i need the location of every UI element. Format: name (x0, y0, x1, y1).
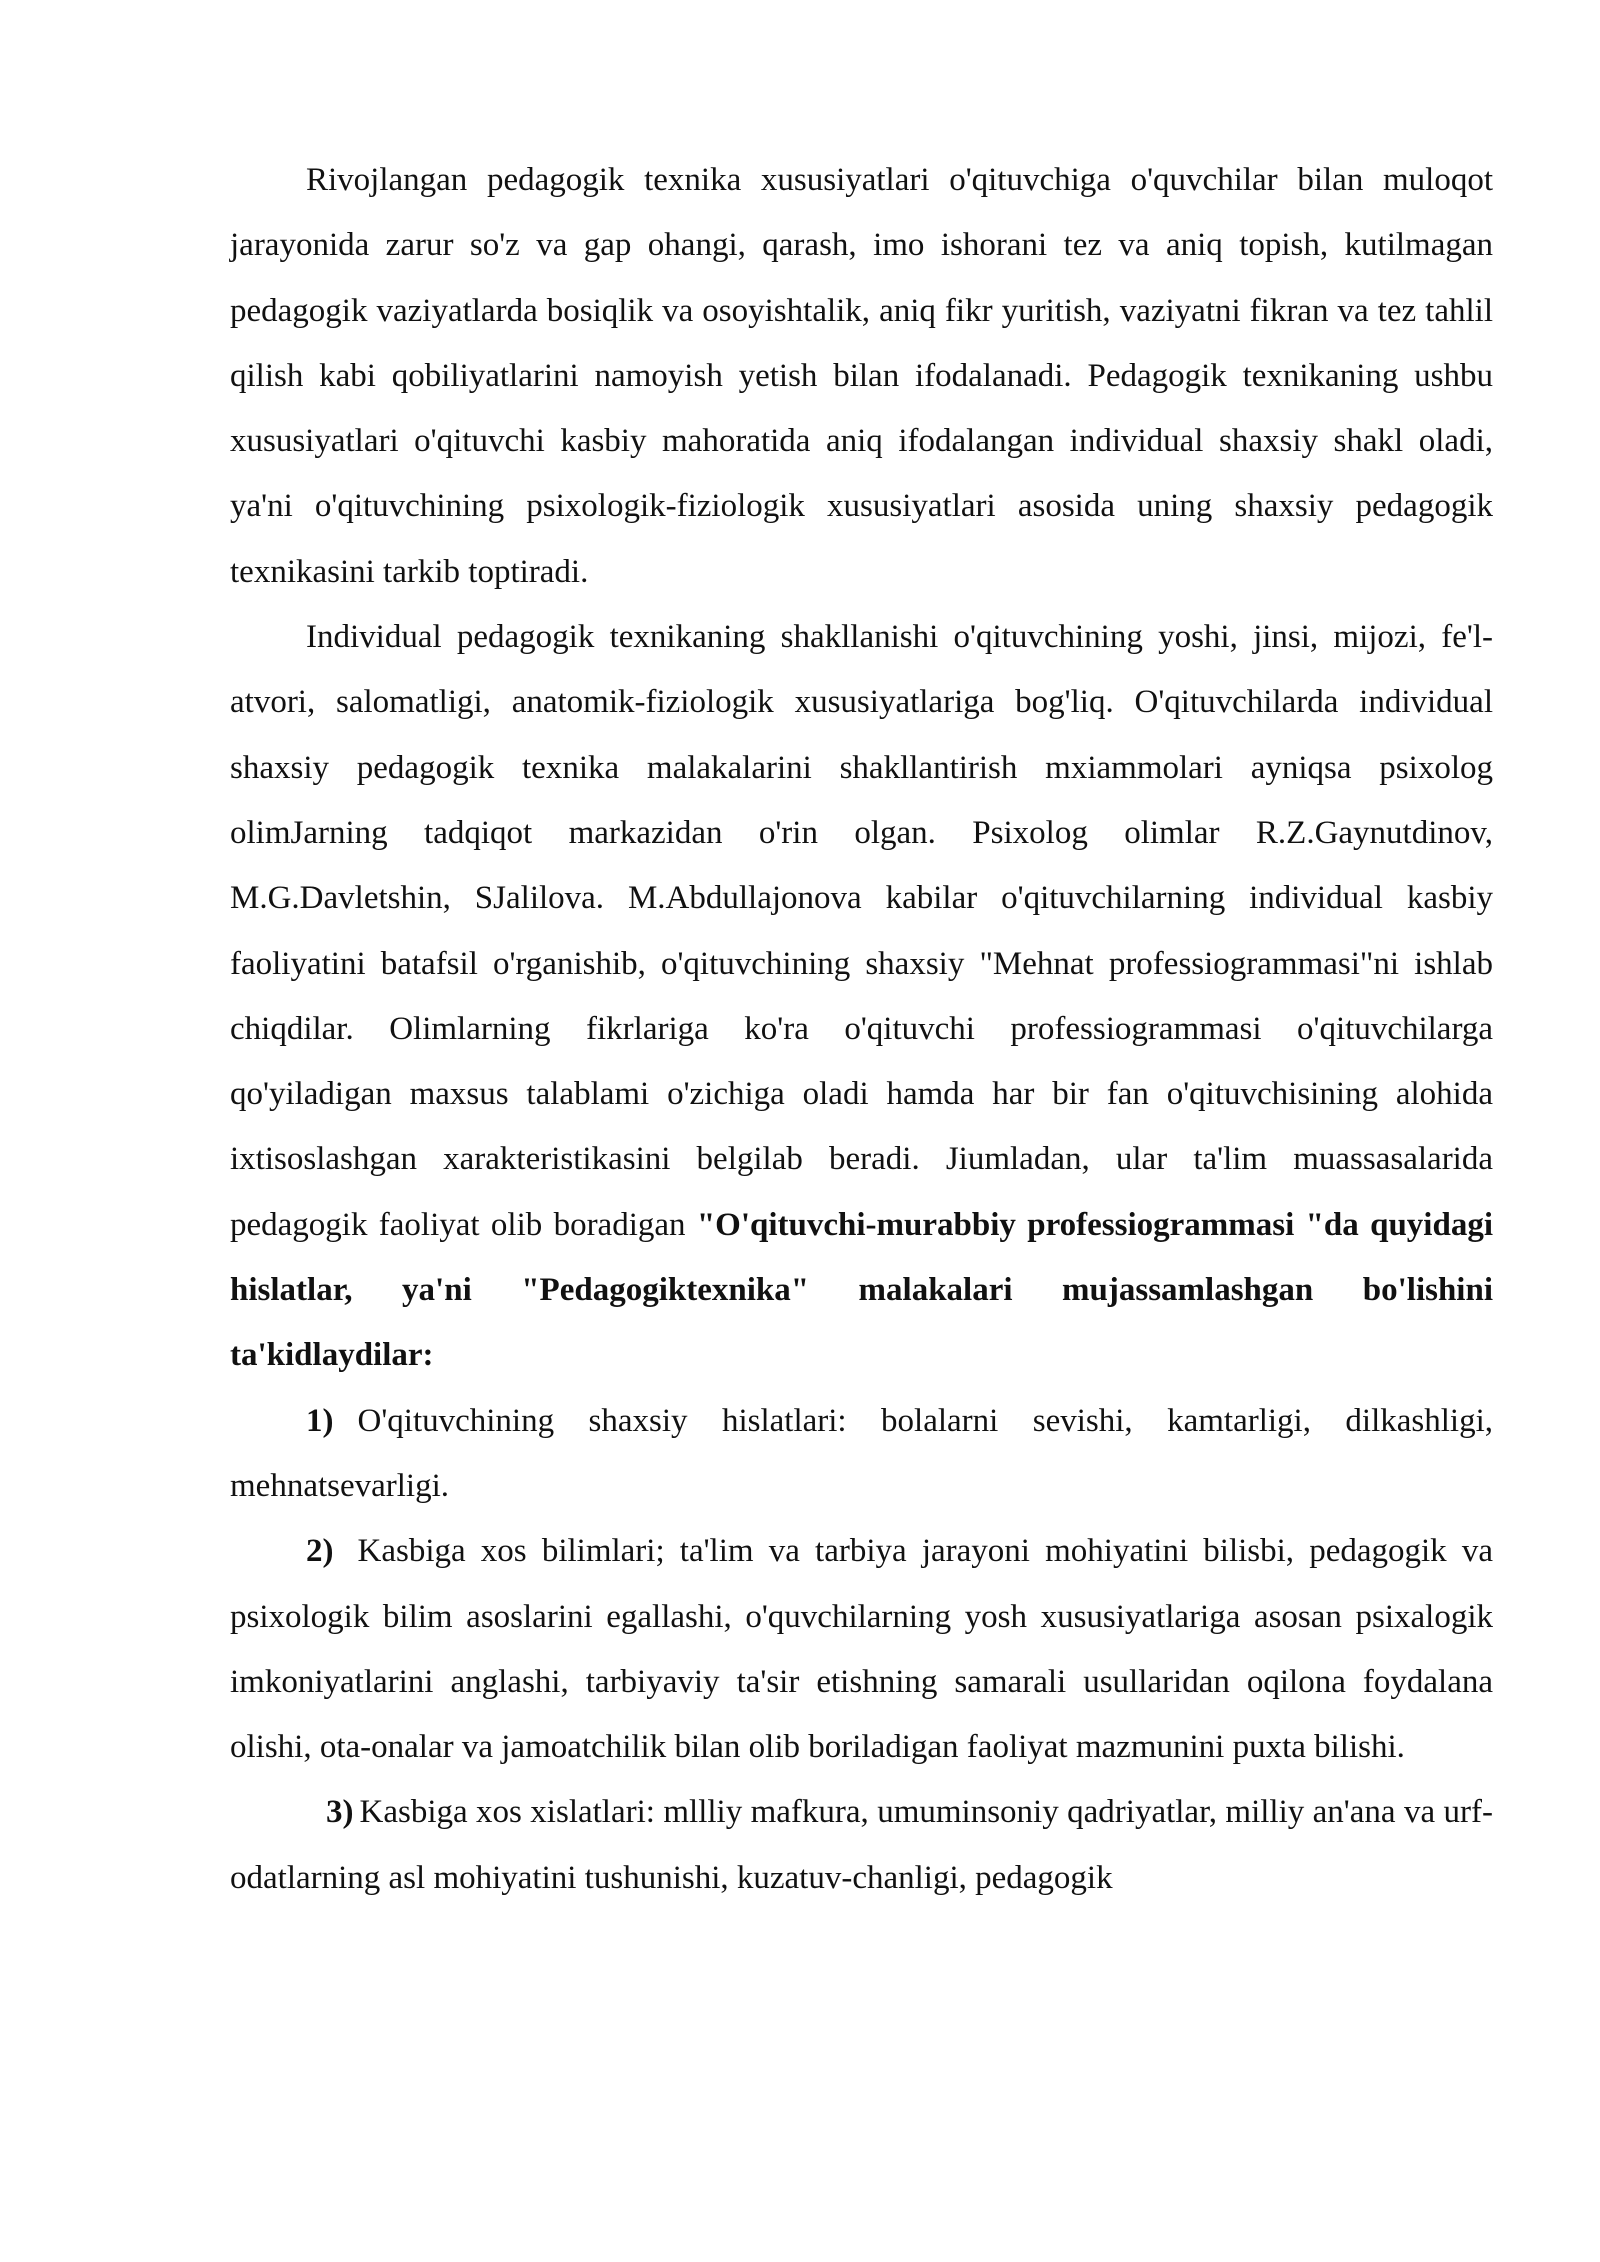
list-item-text: Kasbiga xos bilimlari; ta'lim va tarbiya jarayoni mohiyatini bilisbi, pedagogik va psixologik bilim asoslarini egallashi, o'quvchilarning yosh xususiyatlariga asosan psixalogik imkoniyatlarini anglashi, tarbiyaviy ta'sir etishning samarali usullaridan oqilona foydalana olishi, ota-onalar va jamoatchilik bilan olib boriladigan faoliyat mazmunini puxta bilishi. (230, 1533, 1493, 1766)
paragraph-individual-technique (230, 605, 1493, 1389)
paragraph-bold-emphasis: "O'qituvchi-murabbiy professiogrammasi "da quyidagi hislatlar, ya'ni "Pedagogiktexnika" malakalari mujassamlashgan bo'lishini ta'kidlaydilar: (230, 1206, 1493, 1374)
list-item (230, 1519, 1493, 1780)
document-page (230, 148, 1493, 1911)
list-item-number: 2) (306, 1533, 334, 1570)
list-item-number: 3) (326, 1794, 354, 1831)
list-item (230, 1389, 1493, 1520)
paragraph-body-text: Individual pedagogik texnikaning shakllanishi o'qituvchining yoshi, jinsi, mijozi, fe'l-atvori, salomatligi, anatomik-fiziologik xususiyatlariga bog'liq. O'qituvchilarda individual shaxsiy pedagogik texnika malakalarini shakllantirish mxiammolari ayniqsa psixolog olimJarning tadqiqot markazidan o'rin olgan. Psixolog olimlar R.Z.Gaynutdinov, M.G.Davletshin, SJalilova. M.Abdullajonova kabilar o'qituvchilarning individual kasbiy faoliyatini batafsil o'rganishib, o'qituvchining shaxsiy "Mehnat professiogrammasi"ni ishlab chiqdilar. Olimlarning fikrlariga ko'ra o'qituvchi professiogrammasi o'qituvchilarga qo'yiladigan maxsus talablami o'zichiga oladi hamda har bir fan o'qituvchisining alohida ixtisoslashgan xarakteristikasini belgilab beradi. Jiumladan, ular ta'lim muassasalarida pedagogik faoliyat olib boradigan (230, 619, 1493, 1243)
paragraph-pedagogical-technique: Rivojlangan pedagogik texnika xususiyatlari o'qituvchiga o'quvchilar bilan muloqot jarayonida zarur so'z va gap ohangi, qarash, imo ishorani tez va aniq topish, kutilmagan pedagogik vaziyatlarda bosiqlik va osoyishtalik, aniq fikr yuritish, vaziyatni fikran va tez tahlil qilish kabi qobiliyatlarini namoyish yetish bilan ifodalanadi. Pedagogik texnikaning ushbu xususiyatlari o'qituvchi kasbiy mahoratida aniq ifodalangan individual shaxsiy shakl oladi, ya'ni o'qituvchining psixologik-fiziologik xususiyatlari asosida uning shaxsiy pedagogik texnikasini tarkib toptiradi. (230, 162, 1493, 590)
list-item-text: O'qituvchining shaxsiy hislatlari: bolalarni sevishi, kamtarligi, dilkashligi, mehnatsevarligi. (230, 1402, 1493, 1504)
list-item (230, 1780, 1493, 1911)
list-item-number: 1) (306, 1402, 334, 1439)
list-item-text: Kasbiga xos xislatlari: mllliy mafkura, umuminsoniy qadriyatlar, milliy an'ana va urf-odatlarning asl mohiyatini tushunishi, kuzatuv-chanligi, pedagogik (230, 1794, 1493, 1896)
